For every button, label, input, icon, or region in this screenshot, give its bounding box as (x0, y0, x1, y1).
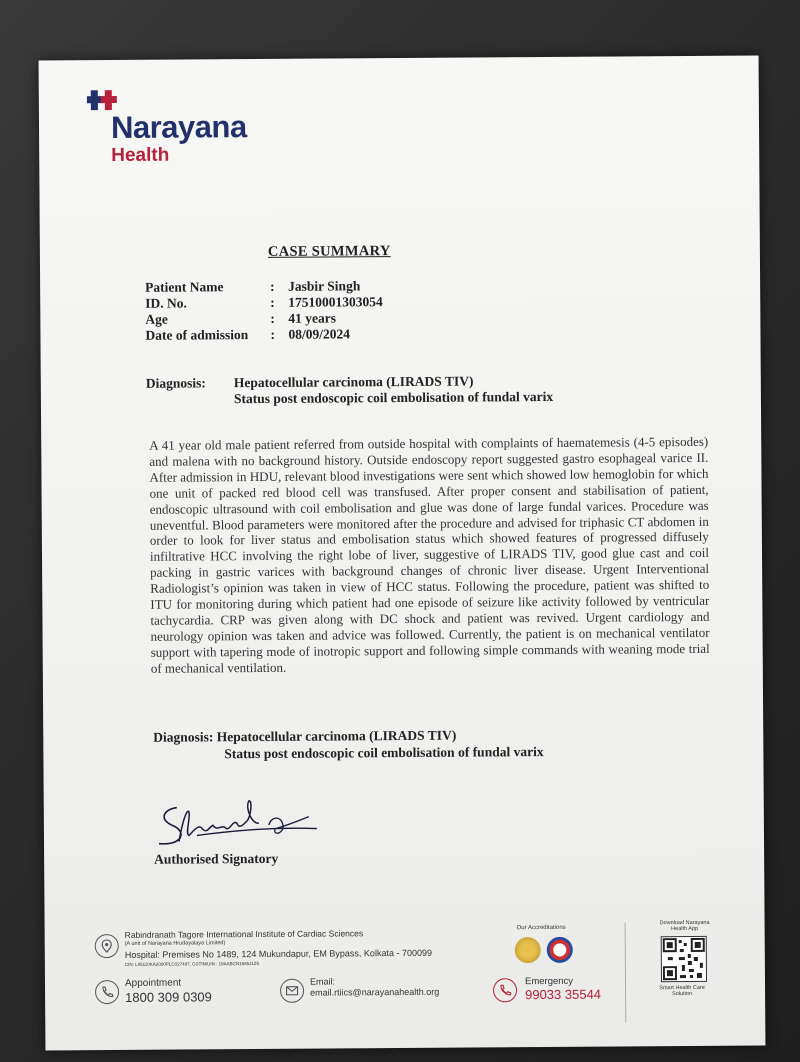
field-colon: : (270, 310, 275, 326)
location-icon (95, 934, 119, 958)
hospital-address: Hospital: Premises No 1489, 124 Mukundapur, EM Bypass, Kolkata - 700099 (124, 947, 432, 960)
field-colon: : (270, 326, 276, 342)
email-label: Email: (309, 976, 336, 987)
nabh-badge-icon (515, 937, 541, 963)
diagnosis-label: Diagnosis: (145, 375, 206, 391)
admission-date-row (145, 325, 545, 344)
field-value: 17510001303054 (288, 294, 383, 310)
email-icon (280, 979, 304, 1003)
institute-name: Rabindranath Tagore International Institute of Cardiac Sciences (124, 928, 364, 940)
footer-divider (625, 922, 627, 1022)
field-label: Patient Name (145, 279, 224, 295)
nabl-badge-icon (547, 937, 573, 963)
qr-code (661, 936, 707, 982)
diagnosis-line-1: Diagnosis: Hepatocellular carcinoma (LIRADS TIV) (153, 727, 457, 745)
field-label: ID. No. (145, 295, 187, 311)
accreditations-label: Our Accreditations (516, 924, 566, 932)
smart-health-label: Smart Health Care Solution (659, 984, 705, 998)
diagnosis-line-1: Hepatocellular carcinoma (LIRADS TIV) (233, 373, 474, 391)
letterhead-footer (95, 916, 716, 1040)
logo-name: Narayana (110, 109, 247, 146)
field-value: 41 years (288, 310, 337, 326)
field-colon: : (270, 278, 275, 294)
logo-subtitle: Health (111, 144, 170, 167)
document-page (39, 55, 766, 1050)
cin-gstin: CIN: L85110KA2000PLC027497, GSTIN/UIN : 19AABCN1685J1Z5 (124, 961, 260, 967)
appointment-phone: 1800 309 0309 (125, 989, 212, 1005)
diagnosis-bottom (153, 727, 544, 762)
download-app-label: Download Narayana Health App (659, 919, 710, 933)
emergency-phone-icon (493, 978, 517, 1002)
field-value: 08/09/2024 (288, 326, 351, 342)
email-address: email.rtiics@narayanahealth.org (310, 986, 440, 998)
field-label: Date of admission (145, 327, 249, 343)
patient-info (145, 277, 545, 344)
authorised-signatory-label: Authorised Signatory (154, 850, 279, 867)
handwritten-signature (149, 789, 329, 860)
appointment-label: Appointment (124, 977, 182, 989)
document-title: CASE SUMMARY (267, 243, 391, 260)
case-summary-paragraph: A 41 year old male patient referred from outside hospital with complaints of haematemesis (4-5 episodes) and malena with no background history. Outside endoscopy report suggested gastro esophageal varice II. After admission in HDU, relevant blood investigations were sent which showed low hemoglobin for which one unit of packed red blood cell was transfused. After proper consent and stabilisation of patient, endoscopic ultrasound with coil embolisation and glue was done of large fundal varices. Procedure was uneventful. Blood parameters were monitored after the procedure and advised for triphasic CT abdomen in order to look for liver status and embolisation status which showed features of progressed diffusely infiltrative HCC involving the right lobe of liver, suggestive of LIRADS TIV, good glue cast and coil packing in gastric varices with background changes of chronic liver disease. Urgent Interventional Radiologist’s opinion was taken in view of HCC status. Following the procedure, patient was shifted to ITU for monitoring during which patient had one episode of seizure like activity followed by ventricular tachycardia. CRP was given along with DC shock and patient was revived. Urgent cardiology and neurology opinion was taken and advice was followed. Currently, the patient is on mechanical ventilator support with tapering mode of inotropic support and following simple commands with weaning mode trial of mechanical ventilation. (149, 433, 710, 676)
diagnosis-line-2: Status post endoscopic coil embolisation of fundal varix (224, 744, 544, 762)
field-label: Age (145, 311, 168, 327)
institute-subtitle: (A unit of Narayana Hrudayalaya Limited) (124, 940, 226, 947)
emergency-phone: 99033 35544 (525, 986, 602, 1003)
phone-icon (95, 980, 119, 1004)
field-colon: : (270, 294, 275, 310)
field-value: Jasbir Singh (288, 278, 361, 294)
diagnosis-line-2: Status post endoscopic coil embolisation of fundal varix (233, 388, 554, 407)
emergency-label: Emergency (524, 975, 574, 988)
